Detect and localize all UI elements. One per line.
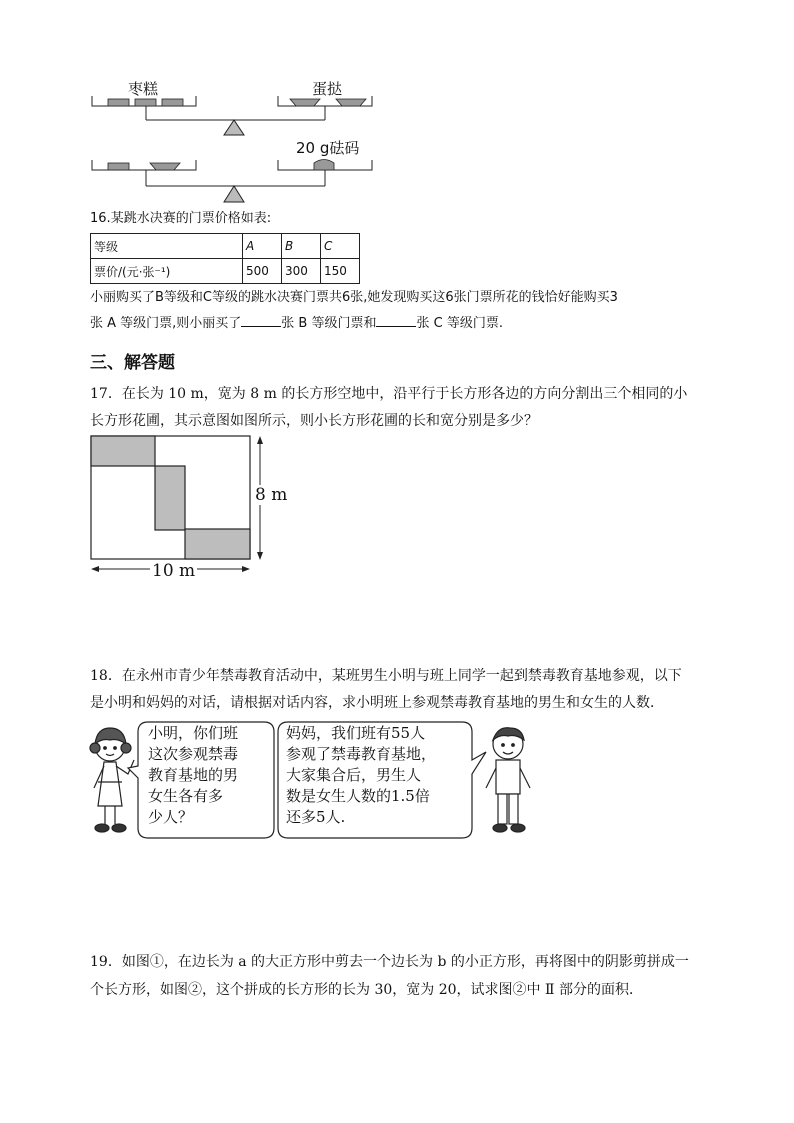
q16-line2-c: 张 C 等级门票. bbox=[416, 316, 503, 331]
egg-tart bbox=[150, 163, 180, 170]
q16-line2-a: 张 A 等级门票,则小丽买了 bbox=[90, 316, 242, 331]
label-20g-weight: 20 g砝码 bbox=[296, 139, 360, 157]
right-bubble-text bbox=[286, 723, 472, 828]
jujube-cake bbox=[108, 99, 129, 106]
left-bubble-text bbox=[148, 723, 272, 828]
balance-scales-drawing bbox=[88, 72, 388, 207]
lower-fulcrum bbox=[224, 186, 244, 202]
label-jujube-cake: 枣糕 bbox=[128, 80, 159, 98]
boy-figure bbox=[486, 728, 530, 832]
answer-blank-c[interactable] bbox=[376, 312, 416, 327]
bubble-line: 大家集合后，男生人 bbox=[286, 766, 422, 784]
small-garden bbox=[185, 529, 250, 559]
small-garden bbox=[91, 436, 155, 466]
dialogue-figure bbox=[88, 716, 538, 840]
q17-line1: 17．在长为 10 m，宽为 8 m 的长方形空地中，沿平行于长方形各边的方向分割出三个相同的小 bbox=[90, 386, 688, 402]
garden-diagram bbox=[88, 432, 298, 582]
upper-fulcrum bbox=[224, 120, 244, 135]
table-cell: 300 bbox=[282, 259, 321, 284]
table-row bbox=[91, 259, 360, 284]
girl-figure bbox=[90, 728, 134, 832]
bubble-line: 这次参观禁毒 bbox=[148, 745, 239, 763]
q16-line2-b: 张 B 等级门票和 bbox=[281, 316, 377, 331]
q16-number: 16. bbox=[90, 211, 111, 226]
width-label: 10 m bbox=[152, 561, 196, 581]
answer-blank-b[interactable] bbox=[241, 312, 281, 327]
q18-line2: 是小明和妈妈的对话，请根据对话内容，求小明班上参观禁毒教育基地的男生和女生的人数． bbox=[90, 695, 664, 711]
q18-line1: 18．在永州市青少年禁毒教育活动中，某班男生小明与班上同学一起到禁毒教育基地参观，以下 bbox=[90, 668, 682, 684]
table-cell: A bbox=[243, 234, 282, 259]
table-cell: 150 bbox=[321, 259, 360, 284]
q17-line2: 长方形花圃，其示意图如图所示，则小长方形花圃的长和宽分别是多少？ bbox=[90, 413, 538, 429]
small-garden bbox=[155, 466, 185, 530]
bubble-line: 教育基地的男 bbox=[148, 766, 239, 784]
label-egg-tart: 蛋挞 bbox=[312, 80, 343, 98]
q19-line2: 个长方形，如图②，这个拼成的长方形的长为 30，宽为 20，试求图②中 Ⅱ 部分的面积． bbox=[90, 982, 643, 998]
table-row bbox=[91, 234, 360, 259]
jujube-cake bbox=[108, 163, 129, 170]
q17-diagram bbox=[88, 432, 298, 582]
jujube-cake bbox=[135, 99, 156, 106]
table-cell: 票价/(元·张⁻¹) bbox=[91, 259, 243, 284]
bubble-line: 小明，你们班 bbox=[148, 724, 239, 742]
bubble-line: 少人？ bbox=[148, 808, 194, 826]
q19-line1: 19．如图①，在边长为 a 的大正方形中剪去一个边长为 b 的小正方形，再将图中的阴影剪拼成一 bbox=[90, 954, 689, 970]
bubble-line: 还多5人. bbox=[286, 808, 346, 826]
height-label: 8 m bbox=[255, 485, 288, 505]
table-cell: B bbox=[282, 234, 321, 259]
weight-20g bbox=[314, 160, 334, 171]
q16-line2 bbox=[90, 312, 503, 335]
table-cell: 等级 bbox=[91, 234, 243, 259]
bubble-line: 妈妈，我们班有55人 bbox=[286, 724, 426, 742]
table-cell: 500 bbox=[243, 259, 282, 284]
jujube-cake bbox=[162, 99, 183, 106]
q16-line1: 小丽购买了B等级和C等级的跳水决赛门票共6张,她发现购买这6张门票所花的钱恰好能购买3 bbox=[90, 290, 618, 305]
ticket-price-table bbox=[90, 233, 360, 284]
egg-tart bbox=[336, 99, 366, 106]
egg-tart bbox=[290, 99, 320, 106]
q16-stem bbox=[90, 208, 271, 230]
bubble-line: 参观了禁毒教育基地， bbox=[286, 745, 437, 763]
balance-figure bbox=[88, 72, 388, 207]
q16-stem-text: 某跳水决赛的门票价格如表: bbox=[110, 211, 272, 226]
bubble-line: 女生各有多 bbox=[148, 787, 224, 805]
upper-balance bbox=[92, 96, 372, 120]
bubble-line: 数是女生人数的1.5倍 bbox=[286, 787, 430, 805]
section-title: 三、解答题 bbox=[90, 353, 175, 373]
table-cell: C bbox=[321, 234, 360, 259]
